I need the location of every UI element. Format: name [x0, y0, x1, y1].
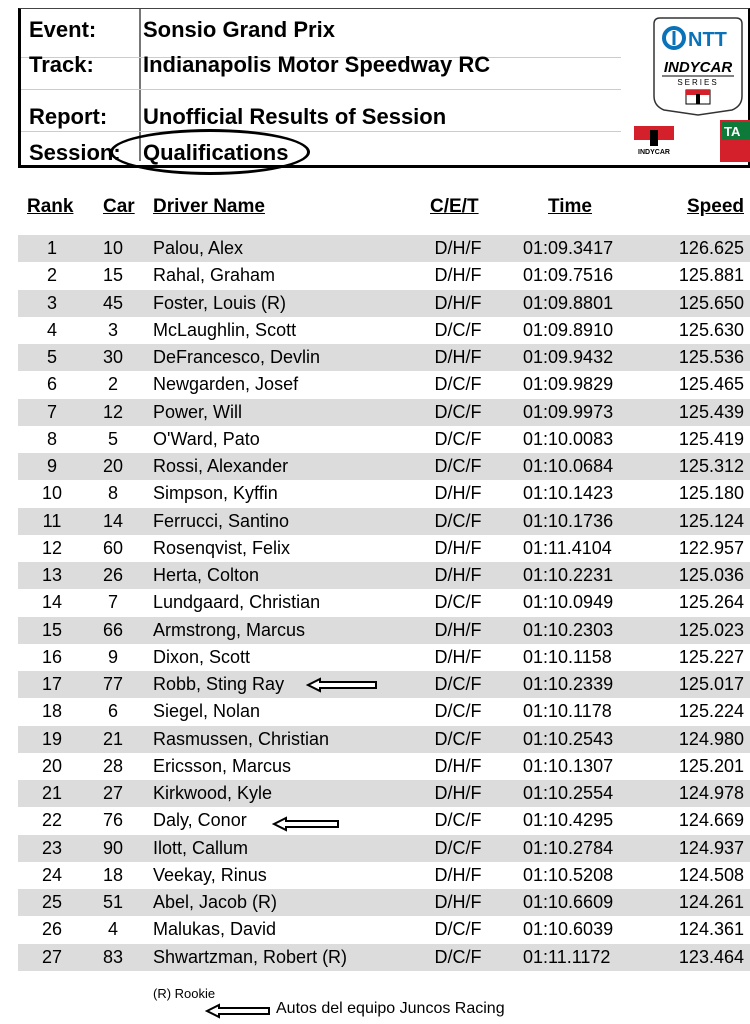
driver-name-cell: Ilott, Callum — [153, 837, 249, 858]
time-cell: 01:10.0949 — [523, 592, 614, 613]
cet-cell: D/H/F — [434, 238, 482, 258]
table-row — [18, 426, 750, 453]
driver-name-cell: Foster, Louis (R) — [153, 292, 287, 313]
speed-cell: 125.536 — [678, 347, 744, 367]
rank-cell: 17 — [41, 674, 63, 694]
column-header-rank: Rank — [27, 196, 74, 217]
cet-cell: D/C/F — [434, 728, 482, 749]
column-header-speed: Speed — [686, 196, 744, 217]
speed-cell: 125.630 — [678, 319, 744, 340]
cet-cell: D/H/F — [434, 646, 482, 667]
track-value: Indianapolis Motor Speedway RC — [143, 52, 491, 77]
driver-name-cell: Newgarden, Josef — [153, 374, 299, 395]
small-indycar-text: INDYCAR — [638, 149, 670, 156]
time-cell: 01:09.7516 — [523, 265, 614, 286]
car-cell: 4 — [107, 919, 118, 940]
speed-cell: 125.023 — [678, 619, 744, 640]
rank-cell: 1 — [46, 238, 57, 258]
event-label: Event: — [29, 17, 97, 42]
rank-cell: 26 — [41, 919, 63, 940]
table-row — [18, 262, 750, 289]
rank-cell: 11 — [42, 510, 62, 531]
speed-cell: 124.937 — [678, 837, 744, 858]
table-row — [18, 235, 750, 262]
driver-name-cell: Rossi, Alexander — [153, 456, 289, 476]
table-row — [18, 453, 750, 480]
car-cell: 21 — [102, 728, 124, 749]
cet-cell: D/H/F — [434, 755, 482, 776]
table-row — [18, 399, 750, 426]
time-cell: 01:10.1423 — [523, 483, 614, 504]
time-cell: 01:09.9432 — [523, 347, 614, 367]
car-cell: 60 — [102, 537, 124, 558]
cet-cell: D/C/F — [434, 428, 482, 449]
report-label: Report: — [29, 104, 108, 129]
car-cell: 6 — [107, 701, 118, 722]
driver-name-cell: Abel, Jacob (R) — [153, 892, 278, 912]
cet-cell: D/H/F — [434, 565, 482, 585]
cet-cell: D/C/F — [434, 919, 482, 940]
table-row — [18, 726, 750, 753]
car-cell: 76 — [102, 810, 124, 831]
time-cell: 01:09.8910 — [523, 319, 614, 340]
rank-cell: 16 — [41, 646, 63, 667]
car-cell: 51 — [102, 892, 124, 912]
speed-cell: 124.980 — [678, 728, 744, 749]
ntt-indycar-series-logo — [652, 14, 744, 116]
table-row — [18, 780, 750, 807]
driver-name-cell: McLaughlin, Scott — [153, 319, 297, 340]
rank-cell: 25 — [41, 892, 63, 912]
header-rule — [21, 89, 621, 90]
session-value: Qualifications — [143, 140, 289, 165]
time-cell: 01:09.8801 — [523, 292, 614, 313]
table-row — [18, 944, 750, 971]
rank-cell: 23 — [41, 837, 63, 858]
car-cell: 20 — [102, 456, 124, 476]
table-row — [18, 698, 750, 725]
rank-cell: 22 — [41, 810, 63, 831]
report-value: Unofficial Results of Session — [143, 104, 447, 129]
driver-name-cell: Ericsson, Marcus — [153, 755, 292, 776]
table-row — [18, 753, 750, 780]
car-cell: 2 — [107, 374, 118, 395]
car-cell: 10 — [102, 238, 124, 258]
time-cell: 01:10.1178 — [523, 701, 612, 722]
speed-cell: 125.224 — [678, 701, 744, 722]
cet-cell: D/C/F — [434, 456, 482, 476]
cet-cell: D/C/F — [434, 837, 482, 858]
car-cell: 15 — [102, 265, 124, 286]
car-cell: 9 — [107, 646, 118, 667]
cet-cell: D/H/F — [434, 892, 482, 912]
rank-cell: 4 — [46, 319, 57, 340]
track-label: Track: — [29, 52, 94, 77]
table-row — [18, 508, 750, 535]
driver-name-cell: Lundgaard, Christian — [153, 592, 321, 613]
table-row — [18, 807, 750, 834]
time-cell: 01:10.4295 — [523, 810, 614, 831]
time-cell: 01:10.2231 — [523, 565, 614, 585]
left-arrow-icon — [306, 677, 378, 693]
car-cell: 45 — [102, 292, 124, 313]
table-row — [18, 535, 750, 562]
cet-cell: D/C/F — [434, 374, 482, 395]
driver-name-cell: Robb, Sting Ray — [153, 674, 285, 694]
cet-cell: D/H/F — [434, 265, 482, 286]
driver-name-cell: Ferrucci, Santino — [153, 510, 290, 531]
speed-cell: 125.312 — [678, 456, 744, 476]
table-row — [18, 290, 750, 317]
car-cell: 27 — [102, 783, 124, 803]
time-cell: 01:11.4104 — [523, 537, 612, 558]
session-highlight-circle — [110, 129, 310, 175]
speed-cell: 124.361 — [678, 919, 744, 940]
cet-cell: D/C/F — [434, 674, 482, 694]
driver-name-cell: Siegel, Nolan — [153, 701, 261, 722]
rank-cell: 9 — [46, 456, 57, 476]
cet-cell: D/H/F — [434, 783, 482, 803]
speed-cell: 125.180 — [678, 483, 744, 504]
tag-text: TA — [724, 124, 741, 139]
time-cell: 01:10.6609 — [523, 892, 614, 912]
cet-cell: D/C/F — [434, 701, 482, 722]
table-row — [18, 889, 750, 916]
indycar-small-logo — [630, 124, 680, 158]
column-header-cet: C/E/T — [430, 196, 479, 217]
driver-name-cell: Rosenqvist, Felix — [153, 537, 291, 558]
cet-cell: D/H/F — [434, 483, 482, 504]
time-cell: 01:09.9829 — [523, 374, 614, 395]
driver-name-cell: Palou, Alex — [153, 238, 244, 258]
speed-cell: 125.881 — [678, 265, 744, 286]
car-cell: 3 — [107, 319, 118, 340]
cet-cell: D/C/F — [434, 810, 482, 831]
speed-cell: 122.957 — [678, 537, 744, 558]
column-header-time: Time — [548, 196, 593, 217]
table-row — [18, 916, 750, 943]
car-cell: 30 — [102, 347, 124, 367]
speed-cell: 125.227 — [678, 646, 744, 667]
speed-cell: 125.264 — [678, 592, 744, 613]
time-cell: 01:10.2554 — [523, 783, 614, 803]
time-cell: 01:10.6039 — [523, 919, 614, 940]
speed-cell: 125.124 — [678, 510, 744, 531]
car-cell: 83 — [102, 946, 124, 967]
car-cell: 8 — [107, 483, 118, 504]
rank-cell: 8 — [46, 428, 57, 449]
event-value: Sonsio Grand Prix — [143, 17, 335, 42]
time-cell: 01:10.5208 — [523, 864, 614, 885]
driver-name-cell: Rahal, Graham — [153, 265, 276, 286]
rank-cell: 27 — [41, 946, 63, 967]
car-cell: 14 — [102, 510, 124, 531]
table-row — [18, 371, 750, 398]
driver-name-cell: Armstrong, Marcus — [153, 619, 306, 640]
car-cell: 5 — [107, 428, 118, 449]
table-row — [18, 589, 750, 616]
time-cell: 01:09.3417 — [523, 238, 614, 258]
cet-cell: D/H/F — [434, 347, 482, 367]
table-row — [18, 562, 750, 589]
time-cell: 01:10.2543 — [523, 728, 614, 749]
driver-name-cell: Rasmussen, Christian — [153, 728, 330, 749]
car-cell: 90 — [102, 837, 124, 858]
speed-cell: 123.464 — [678, 946, 744, 967]
driver-name-cell: Dixon, Scott — [153, 646, 251, 667]
rank-cell: 15 — [41, 619, 63, 640]
time-cell: 01:09.9973 — [523, 401, 614, 422]
table-row — [18, 344, 750, 371]
speed-cell: 125.465 — [678, 374, 744, 395]
time-cell: 01:10.1158 — [523, 646, 612, 667]
time-cell: 01:10.0684 — [523, 456, 614, 476]
driver-name-cell: Shwartzman, Robert (R) — [153, 946, 348, 967]
time-cell: 01:10.2339 — [523, 674, 614, 694]
rank-cell: 19 — [41, 728, 63, 749]
cet-cell: D/H/F — [434, 537, 482, 558]
speed-cell: 125.017 — [678, 674, 744, 694]
left-arrow-icon — [272, 816, 340, 832]
rank-cell: 21 — [41, 783, 63, 803]
cet-cell: D/C/F — [434, 401, 482, 422]
speed-cell: 125.419 — [678, 428, 744, 449]
rookie-note: (R) Rookie — [153, 986, 216, 1001]
speed-cell: 124.978 — [678, 783, 744, 803]
driver-name-cell: DeFrancesco, Devlin — [153, 347, 321, 367]
rank-cell: 5 — [46, 347, 57, 367]
speed-cell: 125.201 — [678, 755, 744, 776]
session-label: Session: — [29, 140, 121, 165]
indycar-text: INDYCAR — [663, 59, 733, 76]
car-cell: 7 — [107, 592, 118, 613]
series-text: SERIES — [677, 78, 719, 87]
table-row — [18, 617, 750, 644]
time-cell: 01:10.0083 — [523, 428, 614, 449]
rank-cell: 24 — [41, 864, 63, 885]
cet-cell: D/H/F — [434, 619, 482, 640]
cet-cell: D/C/F — [434, 592, 482, 613]
rank-cell: 2 — [46, 265, 57, 286]
header-rule — [21, 131, 621, 132]
table-row — [18, 644, 750, 671]
time-cell: 01:11.1172 — [523, 946, 611, 967]
driver-name-cell: O'Ward, Pato — [153, 428, 260, 449]
rank-cell: 14 — [41, 592, 63, 613]
table-row — [18, 480, 750, 507]
time-cell: 01:10.2303 — [523, 619, 614, 640]
column-header-driver: Driver Name — [153, 196, 265, 217]
cet-cell: D/C/F — [434, 946, 482, 967]
table-row — [18, 671, 750, 698]
speed-cell: 124.261 — [678, 892, 744, 912]
driver-name-cell: Power, Will — [153, 401, 243, 422]
speed-cell: 124.669 — [678, 810, 744, 831]
ntt-text: NTT — [688, 29, 727, 51]
time-cell: 01:10.1307 — [523, 755, 614, 776]
car-cell: 18 — [102, 864, 124, 885]
speed-cell: 126.625 — [678, 238, 744, 258]
speed-cell: 125.439 — [678, 401, 744, 422]
left-arrow-icon — [205, 1003, 271, 1019]
rank-cell: 13 — [41, 565, 63, 585]
cet-cell: D/H/F — [434, 864, 482, 885]
driver-name-cell: Herta, Colton — [153, 565, 260, 585]
table-row — [18, 835, 750, 862]
driver-name-cell: Daly, Conor — [153, 810, 247, 831]
table-row — [18, 317, 750, 344]
car-cell: 28 — [102, 755, 124, 776]
driver-name-cell: Veekay, Rinus — [153, 864, 267, 885]
car-cell: 12 — [102, 401, 124, 422]
driver-name-cell: Kirkwood, Kyle — [153, 783, 273, 803]
cet-cell: D/C/F — [434, 319, 482, 340]
car-cell: 77 — [102, 674, 124, 694]
cet-cell: D/C/F — [434, 510, 482, 531]
column-header-car: Car — [103, 196, 135, 217]
rank-cell: 3 — [46, 292, 57, 313]
speed-cell: 125.036 — [678, 565, 744, 585]
rank-cell: 6 — [46, 374, 57, 395]
juncos-racing-annotation: Autos del equipo Juncos Racing — [276, 1000, 505, 1017]
driver-name-cell: Simpson, Kyffin — [153, 483, 278, 504]
rank-cell: 18 — [41, 701, 63, 722]
rank-cell: 7 — [46, 401, 57, 422]
table-row — [18, 862, 750, 889]
rank-cell: 20 — [41, 755, 63, 776]
time-cell: 01:10.2784 — [523, 837, 614, 858]
time-cell: 01:10.1736 — [523, 510, 614, 531]
car-cell: 26 — [102, 565, 124, 585]
rank-cell: 12 — [41, 537, 63, 558]
speed-cell: 125.650 — [678, 292, 744, 313]
car-cell: 66 — [102, 619, 124, 640]
rank-cell: 10 — [41, 483, 63, 504]
tag-heuer-logo — [718, 120, 750, 162]
cet-cell: D/H/F — [434, 292, 482, 313]
driver-name-cell: Malukas, David — [153, 919, 277, 940]
speed-cell: 124.508 — [678, 864, 744, 885]
